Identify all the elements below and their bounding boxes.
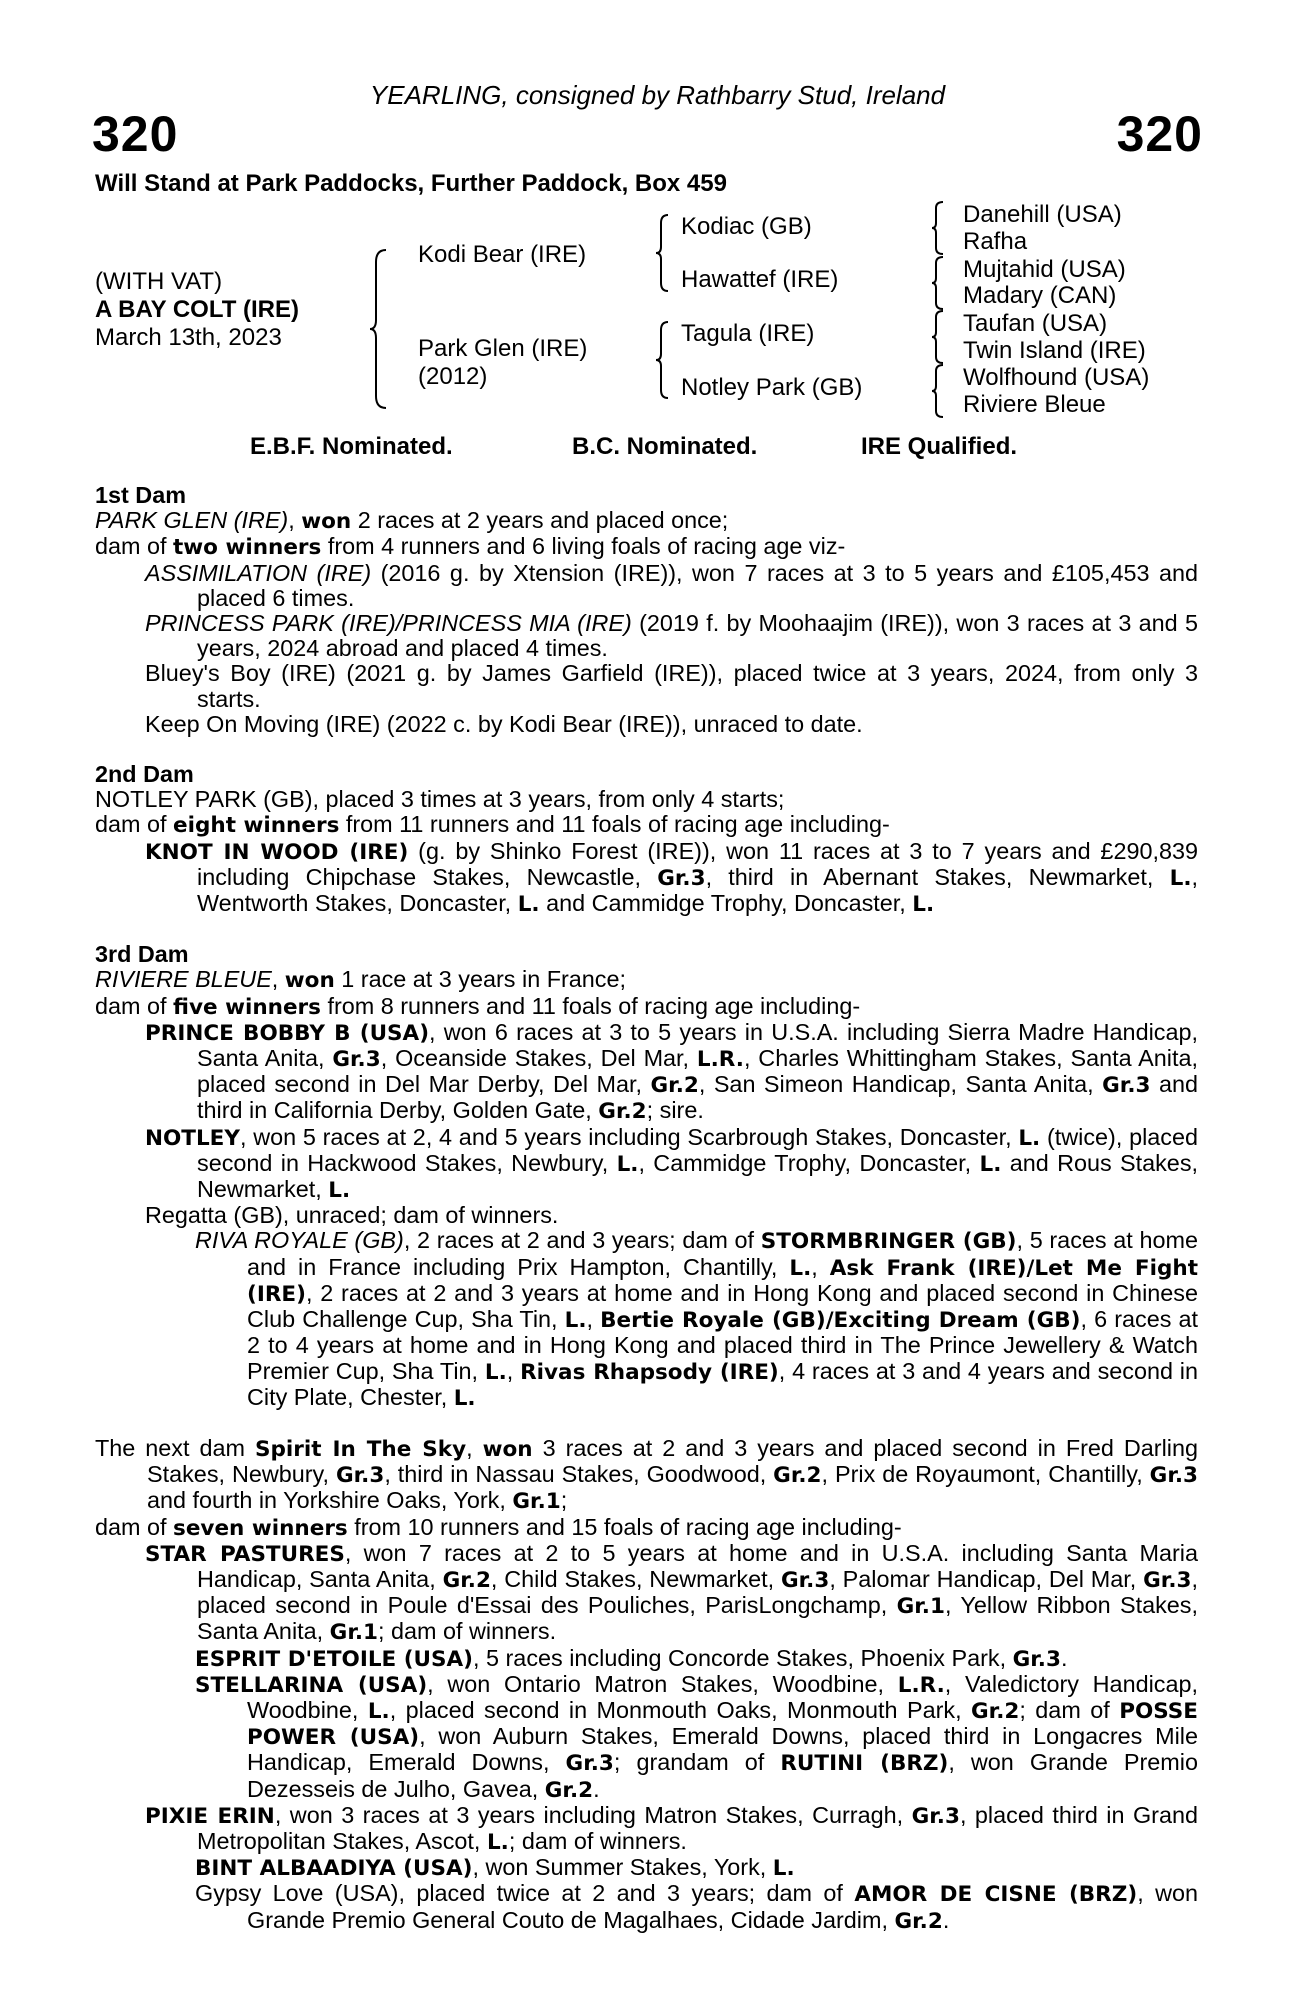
second-dam-heading: 2nd Dam [95, 761, 194, 788]
sire: Kodi Bear (IRE) [418, 241, 587, 268]
progeny-bint-albaadiya: BINT ALBAADIYA (USA), won Summer Stakes, York, L. [195, 1854, 795, 1882]
pedigree-brace-sire [654, 213, 672, 293]
stand-location: Will Stand at Park Paddocks, Further Paddock, Box 459 [95, 170, 727, 197]
dam-sire: Tagula (IRE) [681, 320, 815, 347]
pedigree-brace-g2 [930, 255, 946, 311]
lot-number-left: 320 [92, 106, 179, 162]
progeny-princess-park: PRINCESS PARK (IRE)/PRINCESS MIA (IRE) (2019 f. by Moohaajim (IRE)), won 3 races at 3 and 5 years, 2024 abroad and placed 4 times. [145, 610, 1198, 662]
dam-text [95, 483, 1198, 1934]
progeny-knot-in-wood: KNOT IN WOOD (IRE) (g. by Shinko Forest (IRE)), won 11 races at 3 to 7 years and £290,839 including Chipchase Stakes, Newcastle, Gr.3, third in Abernant Stakes, Newmarket, L., Wentworth Stakes, Doncaster, L. and Cammidge Trophy, Doncaster, L. [145, 837, 1199, 918]
ebf-nominated: E.B.F. Nominated. [250, 433, 453, 460]
dam: Park Glen (IRE) [418, 335, 588, 362]
progeny-pixie-erin: PIXIE ERIN, won 3 races at 3 years including Matron Stakes, Curragh, Gr.3, placed third in Grand Metropolitan Stakes, Ascot, L.; dam of winners. [145, 1801, 1199, 1855]
second-dam-line1: NOTLEY PARK (GB), placed 3 times at 3 years, from only 4 starts; [95, 786, 785, 813]
pedigree-brace-dam [654, 320, 672, 400]
first-dam-line1: PARK GLEN (IRE), won 2 races at 2 years and placed once; [95, 507, 729, 535]
horse-name: A BAY COLT (IRE) [95, 296, 300, 323]
pedigree-brace-g4 [930, 363, 946, 419]
first-dam-heading: 1st Dam [95, 482, 187, 508]
progeny-riva-royale: RIVA ROYALE (GB), 2 races at 2 and 3 years; dam of STORMBRINGER (GB), 5 races at home and in France including Prix Hampton, Chantilly, L., Ask Frank (IRE)/Let Me Fight (IRE), 2 races at 2 and 3 years at home and in Hong Kong and placed second in Chinese Club Challenge Cup, Sha Tin, L., Bertie Royale (GB)/Exciting Dream (GB), 6 races at 2 to 4 years at home and in Hong Kong and placed third in The Prince Jewellery & Watch Premier Cup, Sha Tin, L., Rivas Rhapsody (IRE), 4 races at 3 and 4 years and second in City Plate, Chester, L. [195, 1227, 1199, 1411]
progeny-gypsy-love: Gypsy Love (USA), placed twice at 2 and 3 years; dam of AMOR DE CISNE (BRZ), won Grande Premio General Couto de Magalhaes, Cidade Jardim, Gr.2. [195, 1880, 1198, 1934]
progeny-stellarina: STELLARINA (USA), won Ontario Matron Stakes, Woodbine, L.R., Valedictory Handicap, Woodbine, L., placed second in Monmouth Oaks, Monmouth Park, Gr.2; dam of POSSE POWER (USA), won Auburn Stakes, Emerald Downs, placed third in Longacres Mile Handicap, Emerald Downs, Gr.3; grandam of RUTINI (BRZ), won Grande Premio Dezesseis de Julho, Gavea, Gr.2. [195, 1670, 1198, 1803]
consignor-line: YEARLING, consigned by Rathbarry Stud, Ireland [369, 80, 946, 110]
lot-number-right: 320 [1116, 106, 1203, 162]
second-dam-line2: dam of eight winners from 11 runners and 11 foals of racing age including- [95, 811, 890, 839]
dam-year: (2012) [418, 363, 488, 390]
g-mujtahid: Mujtahid (USA) [963, 256, 1126, 283]
g-madary: Madary (CAN) [963, 282, 1117, 309]
progeny-prince-bobby-b: PRINCE BOBBY B (USA), won 6 races at 3 to 5 years in U.S.A. including Sierra Madre Handicap, Santa Anita, Gr.3, Oceanside Stakes, Del Mar, L.R., Charles Whittingham Stakes, Santa Anita, placed second in Del Mar Derby, Del Mar, Gr.2, San Simeon Handicap, Santa Anita, Gr.3 and third in California Derby, Golden Gate, Gr.2; sire. [145, 1018, 1198, 1125]
vat-label: (WITH VAT) [95, 268, 223, 295]
g-danehill: Danehill (USA) [963, 201, 1122, 228]
g-taufan: Taufan (USA) [963, 310, 1108, 337]
ire-qualified: IRE Qualified. [861, 433, 1018, 460]
progeny-regatta: Regatta (GB), unraced; dam of winners. [145, 1202, 559, 1229]
third-dam-line1: RIVIERE BLEUE, won 1 race at 3 years in France; [95, 966, 626, 994]
bc-nominated: B.C. Nominated. [572, 433, 758, 460]
pedigree-brace-main [368, 248, 390, 410]
g-riviere-bleue: Riviere Bleue [963, 391, 1106, 418]
first-dam-line2: dam of two winners from 4 runners and 6 living foals of racing age viz- [95, 533, 846, 561]
progeny-star-pastures: STAR PASTURES, won 7 races at 2 to 5 years at home and in U.S.A. including Santa Maria Handicap, Santa Anita, Gr.2, Child Stakes, Newmarket, Gr.3, Palomar Handicap, Del Mar, Gr.3, placed second in Poule d'Essai des Pouliches, ParisLongchamp, Gr.1, Yellow Ribbon Stakes, Santa Anita, Gr.1; dam of winners. [145, 1539, 1199, 1646]
third-dam-heading: 3rd Dam [95, 941, 189, 968]
pedigree-brace-g3 [930, 309, 946, 365]
progeny-blueys-boy: Bluey's Boy (IRE) (2021 g. by James Garfield (IRE)), placed twice at 3 years, 2024, from only 3 starts. [145, 660, 1198, 712]
pedigree-brace-g1 [930, 200, 946, 256]
progeny-notley: NOTLEY, won 5 races at 2, 4 and 5 years including Scarbrough Stakes, Doncaster, L. (twice), placed second in Hackwood Stakes, Newbury, L., Cammidge Trophy, Doncaster, L. and Rous Stakes, Newmarket, L. [145, 1123, 1199, 1204]
dam-dam: Notley Park (GB) [681, 374, 863, 401]
horse-dob: March 13th, 2023 [95, 324, 282, 351]
sire-dam: Hawattef (IRE) [681, 266, 839, 293]
next-dam-line1: The next dam Spirit In The Sky, won 3 races at 2 and 3 years and placed second in Fred Darling Stakes, Newbury, Gr.3, third in Nassau Stakes, Goodwood, Gr.2, Prix de Royaumont, Chantilly, Gr.3 and fourth in Yorkshire Oaks, York, Gr.1; [95, 1434, 1199, 1515]
g-wolfhound: Wolfhound (USA) [963, 364, 1150, 391]
progeny-assimilation: ASSIMILATION (IRE) (2016 g. by Xtension (IRE)), won 7 races at 3 to 5 years and £105,453 and placed 6 times. [145, 559, 1198, 611]
sire-sire: Kodiac (GB) [681, 213, 812, 240]
third-dam-line2: dam of five winners from 8 runners and 11 foals of racing age including- [95, 992, 861, 1020]
progeny-esprit-detoile: ESPRIT D'ETOILE (USA), 5 races including Concorde Stakes, Phoenix Park, Gr.3. [195, 1644, 1068, 1672]
dam-name: PARK GLEN (IRE) [95, 507, 289, 534]
next-dam-line2: dam of seven winners from 10 runners and 15 foals of racing age including- [95, 1513, 902, 1541]
g-twin-island: Twin Island (IRE) [963, 337, 1146, 364]
progeny-keep-on-moving: Keep On Moving (IRE) (2022 c. by Kodi Bear (IRE)), unraced to date. [145, 710, 863, 737]
g-rafha: Rafha [963, 228, 1028, 255]
